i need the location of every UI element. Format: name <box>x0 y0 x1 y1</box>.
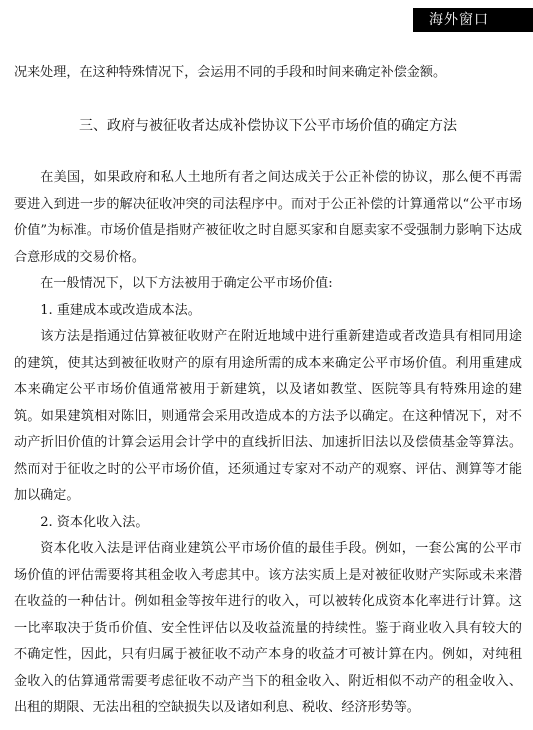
paragraph-method-1: 该方法是指通过估算被征收财产在附近地域中进行重新建造或者改造具有相同用途的建筑，使其达到被征收财产的原有用途所需的成本来确定公平市场价值。利用重建成本来确定公平市场价值通常被用于新建筑，以及诸如教堂、医院等具有特殊用途的建筑。如果建筑相对陈旧，则通常会采用改造成本的方法予以确定。在这种情况下，对不动产折旧价值的计算会运用会计学中的直线折旧法、加速折旧法以及偿债基金等算法。然而对于征收之时的公平市场价值，还须通过专家对不动产的观察、评估、测算等才能加以确定。 <box>14 329 522 503</box>
section-header-tab <box>413 8 533 32</box>
section-heading: 三、政府与被征收者达成补偿协议下公平市场价值的确定方法 <box>79 117 457 134</box>
carry-over-paragraph: 况来处理，在这种特殊情况下，会运用不同的手段和时间来确定补偿金额。 <box>14 65 447 80</box>
section-header-label: 海外窗口 <box>429 12 489 28</box>
method-1-heading: 1. 重建成本或改造成本法。 <box>40 302 201 318</box>
method-2-heading: 2. 资本化收入法。 <box>40 514 149 530</box>
paragraph-intro: 在美国，如果政府和私人土地所有者之间达成关于公正补偿的协议，那么便不再需要进入到进一步的解决征收冲突的司法程序中。而对于公正补偿的计算通常以“公平市场价值”为标准。市场价值是指财产被征收之时自愿买家和自愿卖家不受强制力影响下达成合意形成的交易价格。 <box>14 170 522 265</box>
document-body <box>14 60 522 722</box>
paragraph-methods-lead: 在一般情况下，以下方法被用于确定公平市场价值: <box>40 276 333 291</box>
paragraph-method-2: 资本化收入法是评估商业建筑公平市场价值的最佳手段。例如，一套公寓的公平市场价值的评估需要将其租金收入考虑其中。该方法实质上是对被征收财产实际或未来潜在收益的一种估计。例如租金等按年进行的收入，可以被转化成资本化率进行计算。这一比率取决于货币价值、安全性评估以及收益流量的持续性。鉴于商业收入具有较大的不确定性，因此，只有归属于被征收不动产本身的收益才可被计算在内。例如，对纯租金收入的估算通常需要考虑征收不动产当下的租金收入、附近相似不动产的租金收入、出租的期限、无法出租的空缺损失以及诸如利息、税收、经济形势等。 <box>14 541 522 715</box>
